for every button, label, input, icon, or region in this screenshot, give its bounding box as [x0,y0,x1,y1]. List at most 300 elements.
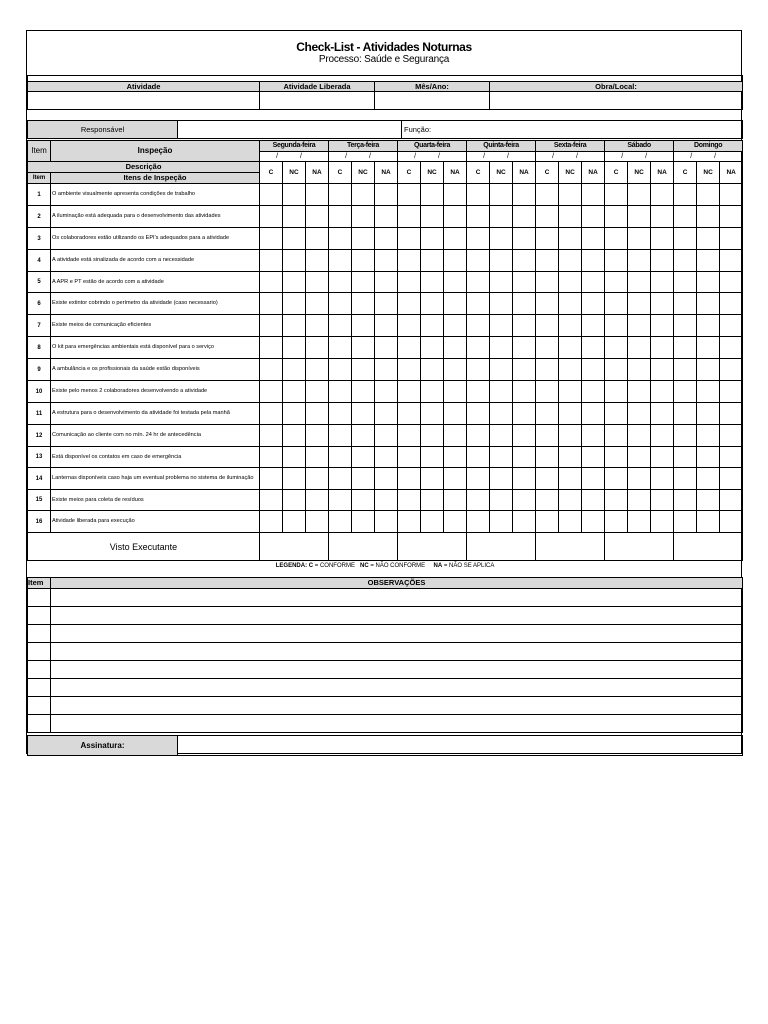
check-cell-sexta-c[interactable] [536,337,559,359]
check-cell-sabado-c[interactable] [605,490,628,511]
check-cell-quinta-na[interactable] [513,425,536,447]
check-cell-domingo-c[interactable] [674,511,697,533]
check-cell-sexta-na[interactable] [582,184,605,206]
check-cell-sabado-na[interactable] [651,468,674,490]
check-cell-quinta-na[interactable] [513,206,536,228]
check-cell-sabado-c[interactable] [605,359,628,381]
check-cell-segunda-na[interactable] [306,381,329,403]
check-cell-sexta-c[interactable] [536,490,559,511]
check-cell-quarta-nc[interactable] [421,511,444,533]
check-cell-sabado-c[interactable] [605,447,628,468]
check-cell-segunda-na[interactable] [306,206,329,228]
check-cell-segunda-nc[interactable] [283,425,306,447]
check-cell-quinta-nc[interactable] [490,272,513,293]
check-cell-segunda-nc[interactable] [283,206,306,228]
obs-item-cell[interactable] [28,607,51,625]
check-cell-sabado-na[interactable] [651,184,674,206]
check-cell-quarta-nc[interactable] [421,403,444,425]
check-cell-segunda-na[interactable] [306,184,329,206]
check-cell-quarta-nc[interactable] [421,184,444,206]
check-cell-segunda-c[interactable] [260,403,283,425]
check-cell-quinta-na[interactable] [513,250,536,272]
check-cell-sabado-nc[interactable] [628,511,651,533]
check-cell-sexta-nc[interactable] [559,403,582,425]
check-cell-domingo-nc[interactable] [697,511,720,533]
check-cell-quarta-c[interactable] [398,359,421,381]
check-cell-quinta-na[interactable] [513,511,536,533]
obs-item-cell[interactable] [28,661,51,679]
check-cell-terca-c[interactable] [329,381,352,403]
check-cell-domingo-c[interactable] [674,293,697,315]
visto-field-terca[interactable] [329,533,398,561]
obs-text-cell[interactable] [51,679,743,697]
check-cell-domingo-nc[interactable] [697,447,720,468]
check-cell-domingo-na[interactable] [720,206,743,228]
check-cell-segunda-c[interactable] [260,337,283,359]
check-cell-sabado-nc[interactable] [628,250,651,272]
funcao-field[interactable] [443,121,743,139]
check-cell-sabado-na[interactable] [651,206,674,228]
check-cell-segunda-na[interactable] [306,447,329,468]
check-cell-segunda-c[interactable] [260,315,283,337]
check-cell-quinta-na[interactable] [513,490,536,511]
check-cell-sabado-na[interactable] [651,337,674,359]
check-cell-segunda-c[interactable] [260,250,283,272]
check-cell-segunda-nc[interactable] [283,293,306,315]
check-cell-quarta-c[interactable] [398,337,421,359]
check-cell-sexta-nc[interactable] [559,315,582,337]
check-cell-domingo-nc[interactable] [697,381,720,403]
check-cell-sexta-nc[interactable] [559,468,582,490]
check-cell-domingo-na[interactable] [720,337,743,359]
check-cell-sexta-na[interactable] [582,490,605,511]
check-cell-quarta-nc[interactable] [421,425,444,447]
check-cell-quinta-nc[interactable] [490,447,513,468]
check-cell-domingo-nc[interactable] [697,425,720,447]
check-cell-quarta-nc[interactable] [421,490,444,511]
visto-field-domingo[interactable] [674,533,743,561]
check-cell-terca-na[interactable] [375,511,398,533]
check-cell-sexta-c[interactable] [536,272,559,293]
check-cell-segunda-c[interactable] [260,511,283,533]
check-cell-sabado-nc[interactable] [628,206,651,228]
check-cell-quinta-c[interactable] [467,381,490,403]
check-cell-quinta-na[interactable] [513,468,536,490]
check-cell-sabado-nc[interactable] [628,228,651,250]
check-cell-terca-c[interactable] [329,490,352,511]
check-cell-quarta-nc[interactable] [421,359,444,381]
check-cell-quinta-na[interactable] [513,293,536,315]
check-cell-quarta-c[interactable] [398,468,421,490]
check-cell-sabado-nc[interactable] [628,468,651,490]
check-cell-sexta-na[interactable] [582,337,605,359]
check-cell-domingo-nc[interactable] [697,315,720,337]
check-cell-domingo-nc[interactable] [697,337,720,359]
check-cell-sexta-c[interactable] [536,184,559,206]
check-cell-quinta-c[interactable] [467,250,490,272]
check-cell-quinta-c[interactable] [467,206,490,228]
check-cell-quarta-c[interactable] [398,293,421,315]
check-cell-sabado-nc[interactable] [628,425,651,447]
check-cell-quinta-nc[interactable] [490,184,513,206]
check-cell-quarta-c[interactable] [398,272,421,293]
obs-text-cell[interactable] [51,625,743,643]
check-cell-segunda-na[interactable] [306,293,329,315]
check-cell-quarta-nc[interactable] [421,381,444,403]
check-cell-domingo-c[interactable] [674,206,697,228]
check-cell-segunda-nc[interactable] [283,490,306,511]
check-cell-quinta-nc[interactable] [490,425,513,447]
check-cell-sexta-c[interactable] [536,403,559,425]
check-cell-quinta-nc[interactable] [490,293,513,315]
check-cell-quarta-nc[interactable] [421,206,444,228]
check-cell-terca-c[interactable] [329,250,352,272]
check-cell-sexta-nc[interactable] [559,206,582,228]
obs-item-cell[interactable] [28,643,51,661]
check-cell-segunda-c[interactable] [260,381,283,403]
check-cell-quinta-c[interactable] [467,228,490,250]
check-cell-terca-c[interactable] [329,447,352,468]
check-cell-segunda-c[interactable] [260,490,283,511]
check-cell-sexta-c[interactable] [536,425,559,447]
check-cell-segunda-c[interactable] [260,293,283,315]
obs-item-cell[interactable] [28,679,51,697]
check-cell-domingo-nc[interactable] [697,228,720,250]
check-cell-sexta-nc[interactable] [559,447,582,468]
check-cell-sabado-nc[interactable] [628,490,651,511]
check-cell-domingo-na[interactable] [720,425,743,447]
check-cell-segunda-nc[interactable] [283,315,306,337]
check-cell-sexta-na[interactable] [582,315,605,337]
check-cell-quarta-nc[interactable] [421,337,444,359]
check-cell-domingo-c[interactable] [674,403,697,425]
check-cell-quarta-c[interactable] [398,250,421,272]
check-cell-quarta-nc[interactable] [421,315,444,337]
check-cell-quinta-na[interactable] [513,315,536,337]
check-cell-sexta-na[interactable] [582,425,605,447]
check-cell-domingo-nc[interactable] [697,272,720,293]
check-cell-domingo-c[interactable] [674,425,697,447]
check-cell-sabado-na[interactable] [651,315,674,337]
check-cell-domingo-na[interactable] [720,228,743,250]
check-cell-quinta-c[interactable] [467,490,490,511]
check-cell-segunda-na[interactable] [306,272,329,293]
check-cell-sabado-c[interactable] [605,403,628,425]
check-cell-sabado-c[interactable] [605,315,628,337]
check-cell-quinta-nc[interactable] [490,468,513,490]
check-cell-sexta-na[interactable] [582,381,605,403]
check-cell-sexta-na[interactable] [582,206,605,228]
atividade-field[interactable] [28,92,260,110]
check-cell-quinta-nc[interactable] [490,315,513,337]
check-cell-segunda-na[interactable] [306,403,329,425]
check-cell-domingo-na[interactable] [720,381,743,403]
check-cell-sabado-na[interactable] [651,293,674,315]
check-cell-domingo-c[interactable] [674,184,697,206]
check-cell-quarta-na[interactable] [444,490,467,511]
check-cell-domingo-nc[interactable] [697,184,720,206]
check-cell-segunda-c[interactable] [260,425,283,447]
check-cell-quinta-c[interactable] [467,293,490,315]
check-cell-domingo-c[interactable] [674,337,697,359]
check-cell-segunda-c[interactable] [260,359,283,381]
check-cell-domingo-na[interactable] [720,184,743,206]
check-cell-segunda-na[interactable] [306,228,329,250]
check-cell-terca-na[interactable] [375,206,398,228]
check-cell-quarta-na[interactable] [444,272,467,293]
check-cell-segunda-nc[interactable] [283,511,306,533]
check-cell-domingo-nc[interactable] [697,359,720,381]
check-cell-quarta-c[interactable] [398,228,421,250]
check-cell-sabado-na[interactable] [651,447,674,468]
obs-text-cell[interactable] [51,589,743,607]
obs-text-cell[interactable] [51,643,743,661]
check-cell-domingo-c[interactable] [674,490,697,511]
check-cell-quarta-na[interactable] [444,425,467,447]
check-cell-segunda-nc[interactable] [283,337,306,359]
check-cell-quinta-c[interactable] [467,468,490,490]
check-cell-quinta-nc[interactable] [490,206,513,228]
check-cell-sexta-na[interactable] [582,403,605,425]
check-cell-quarta-na[interactable] [444,250,467,272]
check-cell-quarta-nc[interactable] [421,228,444,250]
check-cell-sexta-na[interactable] [582,511,605,533]
check-cell-sabado-na[interactable] [651,250,674,272]
check-cell-sexta-na[interactable] [582,272,605,293]
check-cell-sabado-c[interactable] [605,425,628,447]
check-cell-quinta-na[interactable] [513,447,536,468]
check-cell-domingo-na[interactable] [720,511,743,533]
check-cell-sabado-c[interactable] [605,250,628,272]
check-cell-terca-nc[interactable] [352,381,375,403]
assinatura-field[interactable] [178,736,743,756]
check-cell-domingo-na[interactable] [720,403,743,425]
check-cell-quarta-na[interactable] [444,228,467,250]
check-cell-segunda-c[interactable] [260,272,283,293]
check-cell-sabado-nc[interactable] [628,272,651,293]
check-cell-sabado-na[interactable] [651,359,674,381]
obs-text-cell[interactable] [51,661,743,679]
check-cell-quinta-na[interactable] [513,228,536,250]
check-cell-segunda-nc[interactable] [283,381,306,403]
check-cell-sexta-c[interactable] [536,206,559,228]
check-cell-segunda-na[interactable] [306,315,329,337]
check-cell-quarta-nc[interactable] [421,447,444,468]
check-cell-quarta-na[interactable] [444,315,467,337]
check-cell-sabado-c[interactable] [605,337,628,359]
check-cell-segunda-na[interactable] [306,511,329,533]
check-cell-terca-nc[interactable] [352,447,375,468]
obs-text-cell[interactable] [51,697,743,715]
check-cell-sexta-c[interactable] [536,381,559,403]
check-cell-terca-c[interactable] [329,337,352,359]
check-cell-segunda-nc[interactable] [283,359,306,381]
date-field-segunda[interactable]: / / [260,152,329,162]
check-cell-quinta-c[interactable] [467,425,490,447]
check-cell-terca-nc[interactable] [352,468,375,490]
check-cell-quarta-c[interactable] [398,381,421,403]
obs-text-cell[interactable] [51,715,743,733]
check-cell-terca-c[interactable] [329,359,352,381]
check-cell-quarta-na[interactable] [444,184,467,206]
check-cell-quarta-c[interactable] [398,184,421,206]
check-cell-sabado-c[interactable] [605,468,628,490]
check-cell-segunda-nc[interactable] [283,228,306,250]
check-cell-terca-c[interactable] [329,184,352,206]
check-cell-terca-nc[interactable] [352,425,375,447]
check-cell-terca-nc[interactable] [352,490,375,511]
check-cell-terca-c[interactable] [329,403,352,425]
date-field-quarta[interactable]: / / [398,152,467,162]
check-cell-sexta-c[interactable] [536,228,559,250]
check-cell-quarta-na[interactable] [444,403,467,425]
check-cell-sabado-na[interactable] [651,272,674,293]
check-cell-quinta-c[interactable] [467,511,490,533]
visto-field-segunda[interactable] [260,533,329,561]
check-cell-terca-na[interactable] [375,184,398,206]
check-cell-domingo-na[interactable] [720,468,743,490]
check-cell-sabado-nc[interactable] [628,315,651,337]
check-cell-quarta-na[interactable] [444,381,467,403]
check-cell-quinta-c[interactable] [467,184,490,206]
check-cell-segunda-na[interactable] [306,359,329,381]
check-cell-domingo-nc[interactable] [697,293,720,315]
check-cell-domingo-c[interactable] [674,381,697,403]
obs-item-cell[interactable] [28,625,51,643]
check-cell-sexta-nc[interactable] [559,425,582,447]
mes-ano-field[interactable] [375,92,490,110]
check-cell-sabado-na[interactable] [651,381,674,403]
check-cell-terca-c[interactable] [329,293,352,315]
obs-item-cell[interactable] [28,697,51,715]
check-cell-terca-c[interactable] [329,206,352,228]
check-cell-terca-na[interactable] [375,337,398,359]
date-field-sabado[interactable]: / / [605,152,674,162]
check-cell-sexta-nc[interactable] [559,293,582,315]
check-cell-sabado-c[interactable] [605,511,628,533]
check-cell-quinta-c[interactable] [467,447,490,468]
check-cell-sexta-c[interactable] [536,447,559,468]
check-cell-terca-na[interactable] [375,403,398,425]
check-cell-segunda-na[interactable] [306,490,329,511]
check-cell-terca-nc[interactable] [352,250,375,272]
check-cell-sabado-c[interactable] [605,206,628,228]
check-cell-segunda-nc[interactable] [283,447,306,468]
check-cell-quarta-c[interactable] [398,206,421,228]
check-cell-quinta-c[interactable] [467,315,490,337]
check-cell-domingo-c[interactable] [674,447,697,468]
visto-field-sabado[interactable] [605,533,674,561]
check-cell-segunda-nc[interactable] [283,468,306,490]
check-cell-terca-c[interactable] [329,272,352,293]
check-cell-terca-na[interactable] [375,272,398,293]
check-cell-sabado-nc[interactable] [628,403,651,425]
check-cell-sexta-na[interactable] [582,228,605,250]
check-cell-domingo-nc[interactable] [697,403,720,425]
check-cell-terca-na[interactable] [375,490,398,511]
check-cell-terca-na[interactable] [375,293,398,315]
check-cell-sexta-na[interactable] [582,468,605,490]
check-cell-sexta-c[interactable] [536,468,559,490]
check-cell-terca-c[interactable] [329,228,352,250]
check-cell-quinta-nc[interactable] [490,359,513,381]
check-cell-terca-na[interactable] [375,381,398,403]
check-cell-segunda-nc[interactable] [283,250,306,272]
check-cell-terca-na[interactable] [375,228,398,250]
check-cell-terca-na[interactable] [375,468,398,490]
obs-text-cell[interactable] [51,607,743,625]
check-cell-segunda-c[interactable] [260,447,283,468]
visto-field-quarta[interactable] [398,533,467,561]
check-cell-quinta-c[interactable] [467,403,490,425]
check-cell-sexta-nc[interactable] [559,490,582,511]
check-cell-terca-nc[interactable] [352,228,375,250]
check-cell-terca-nc[interactable] [352,206,375,228]
check-cell-terca-nc[interactable] [352,359,375,381]
check-cell-quinta-nc[interactable] [490,403,513,425]
check-cell-sexta-nc[interactable] [559,272,582,293]
check-cell-domingo-nc[interactable] [697,468,720,490]
check-cell-terca-na[interactable] [375,425,398,447]
check-cell-terca-c[interactable] [329,315,352,337]
check-cell-quarta-na[interactable] [444,337,467,359]
check-cell-sexta-c[interactable] [536,359,559,381]
check-cell-terca-na[interactable] [375,447,398,468]
check-cell-segunda-na[interactable] [306,425,329,447]
check-cell-terca-nc[interactable] [352,293,375,315]
date-field-sexta[interactable]: / / [536,152,605,162]
check-cell-sexta-nc[interactable] [559,359,582,381]
check-cell-quarta-c[interactable] [398,315,421,337]
check-cell-terca-na[interactable] [375,250,398,272]
check-cell-segunda-na[interactable] [306,337,329,359]
check-cell-sabado-nc[interactable] [628,447,651,468]
check-cell-quinta-nc[interactable] [490,337,513,359]
check-cell-quinta-na[interactable] [513,272,536,293]
check-cell-quarta-nc[interactable] [421,272,444,293]
check-cell-sabado-c[interactable] [605,272,628,293]
visto-field-sexta[interactable] [536,533,605,561]
check-cell-quarta-nc[interactable] [421,250,444,272]
check-cell-sexta-c[interactable] [536,250,559,272]
check-cell-quinta-nc[interactable] [490,511,513,533]
check-cell-sexta-na[interactable] [582,293,605,315]
check-cell-quarta-na[interactable] [444,206,467,228]
check-cell-domingo-nc[interactable] [697,250,720,272]
check-cell-terca-c[interactable] [329,468,352,490]
check-cell-segunda-c[interactable] [260,206,283,228]
check-cell-terca-nc[interactable] [352,511,375,533]
check-cell-sabado-nc[interactable] [628,337,651,359]
date-field-terca[interactable]: / / [329,152,398,162]
check-cell-segunda-nc[interactable] [283,184,306,206]
check-cell-terca-nc[interactable] [352,315,375,337]
check-cell-segunda-nc[interactable] [283,272,306,293]
check-cell-sexta-nc[interactable] [559,337,582,359]
check-cell-sexta-nc[interactable] [559,250,582,272]
check-cell-sabado-nc[interactable] [628,381,651,403]
check-cell-sexta-c[interactable] [536,511,559,533]
check-cell-segunda-c[interactable] [260,184,283,206]
check-cell-terca-nc[interactable] [352,403,375,425]
check-cell-sabado-c[interactable] [605,293,628,315]
check-cell-sabado-nc[interactable] [628,184,651,206]
check-cell-quarta-c[interactable] [398,425,421,447]
check-cell-sexta-na[interactable] [582,250,605,272]
check-cell-quarta-na[interactable] [444,359,467,381]
visto-field-quinta[interactable] [467,533,536,561]
check-cell-sexta-na[interactable] [582,447,605,468]
